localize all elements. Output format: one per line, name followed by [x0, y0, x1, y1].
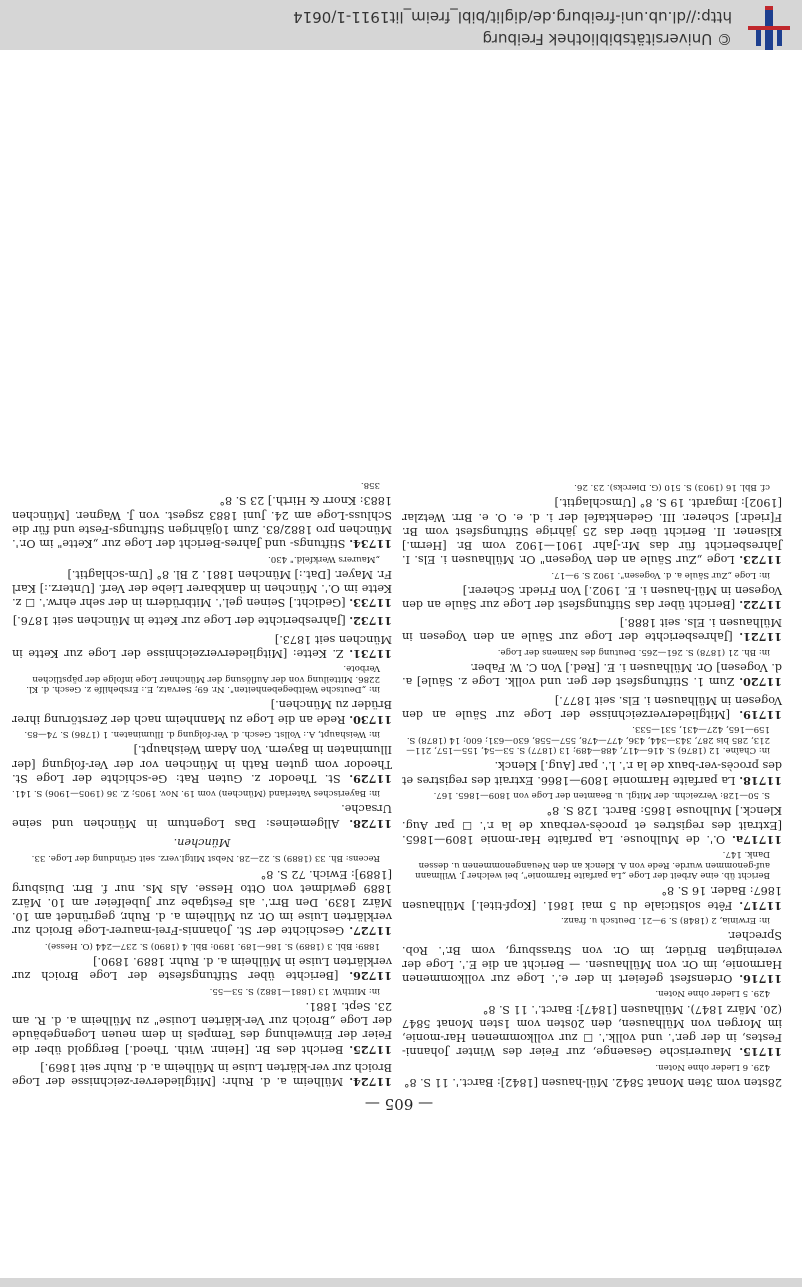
entry-note: in: „Deutsche Weltbegebenheiten". Nr. 69; Servatz, E.: Ersbehilfe z. Gesch. d. Kl. 2286. Mitteilung von der Auflösung der Münchner Loge infolge der päpstlichen Verbote. — [26, 663, 380, 695]
entry-note: in: Weishaupt, A.: Vollst. Gesch. d. Ver-folgung d. Illuminaten. 1 (1786) S. 74—85. — [24, 729, 380, 740]
entry-note: in: Bayerisches Vaterland (München) vom 19. Nov. 1905; Z. 36 (1905—1906) S. 141. — [12, 788, 380, 799]
entry-note: in: Chaîne. 12 (1876) S. 416—417, 488—489; 13 (1877) S. 53—54, 155—157, 211—213, 285 bis 287, 343—344, 436, 477—478, 557—558, 630—631; 600; 14 (1878) S. 159—165, 427—431, 531—533. — [406, 724, 770, 756]
entry-text: Bericht des Br. [Heinr. With. Theod.] Berggold über die Feier der Einweihung des Tempels in dem neuen Logengebäude der Loge „Broich zur Ver-klärten Louise" zu Mülheim a. d. R. am 23. Sept. 1881. — [12, 999, 392, 1056]
page-number: — 605 — — [364, 1095, 434, 1113]
bibliography-entry — [402, 583, 782, 612]
entry-number: 11716. — [739, 971, 782, 986]
entry-number: 11727. — [349, 924, 392, 939]
entry-number: 11719. — [739, 707, 782, 722]
bibliography-entry — [12, 567, 392, 611]
entry-note: Bericht üb. eine Arbeit der Loge „La parfaite Harmonie", bei welcher J. Willmann auf-genommen wurde. Rede von A. Klenck an den Neuangenommenen u. dessen Dank. 147. — [415, 849, 770, 881]
entry-text: Mülheim a. d. Ruhr: [Mitgliederver-zeichnisse der Loge Broich zur ver-klärten Luise in Mülheim a. d. Ruhr seit 1869.] — [11, 1060, 392, 1088]
entry-number: 11726. — [349, 969, 392, 984]
entry-text: O.'. de Mulhouse. La parfaite Har-monie 1809—1865. [Extrait des registres et procès-verbaux de la r.'. ☐ par Aug. Klenck.] Mulhouse 1865: Barct. 128 S. 8° — [402, 804, 782, 846]
entry-text: [Mitgliederverzeichnisse der Loge zur Säule an den Vogesen in Mülhausen i. Els. seit 1877.] — [402, 693, 782, 721]
entry-text: Allgemeines: Das Logentum in München und seine Ursache. — [12, 802, 392, 830]
banner-copyright: © Universitätsbibliothek Freiburg — [482, 30, 732, 48]
entry-number: 11722. — [739, 598, 782, 613]
entry-number: 11721. — [739, 630, 782, 645]
entry-number: 11717a. — [731, 832, 782, 847]
entry-note: „Maurers Werkfeld." 430. — [268, 553, 380, 564]
entry-number: 11718. — [739, 773, 782, 788]
bottom-strip — [0, 1278, 802, 1287]
entry-text: Stiftungs- und Jahres-Bericht der Loge zur „Kette" im Or.'. München pro 1882/83. Zum 10jährigen Stiftungs-Feste und für die Schluss-Loge am 24. Juni 1883 zsgest. von J. Wagner. [München 1883: Knorr & Hirth.] 23 S. 8° — [12, 494, 392, 551]
bibliography-entry — [12, 493, 392, 551]
entry-text: Rede an die Loge zu Mannheim nach der Zerstörung ihrer Brüder zu München.] — [12, 698, 392, 726]
bibliography-entry — [402, 1001, 782, 1059]
entry-number: 11733. — [349, 596, 392, 611]
bibliography-entry — [12, 801, 392, 830]
entry-note: Recens: Bh. 33 (1889) S. 22—28. Nebst Mitgl.verz. seit Gründung der Loge. 33. — [31, 853, 380, 864]
bibliography-entry — [402, 615, 782, 644]
entry-text: [Jahresberichte der Loge zur Säule an den Vogesen in Mülhausen i. Els. seit 1888.] — [402, 616, 782, 644]
entry-text: [Gedicht.] Seinen gel.'. Mitbrüdern in der sehr ehrw.'. ☐ z. Kette im O.'. München in dankbarer Liebe der Verf. [Unterz.:] Karl Fr. Mayer. [Dat.:] München 1881. 2 Bl. 8° [Um-schlagtit.] — [12, 567, 392, 610]
library-banner — [0, 0, 802, 50]
entry-note: cf. Bbl. 16 (1903) S. 510 (G. Diercks). 23. 26. — [574, 482, 770, 493]
entry-number: 11715. — [739, 1045, 782, 1060]
entry-number: 11723. — [739, 553, 782, 568]
entry-number: 11730. — [349, 712, 392, 727]
entry-number: 11720. — [739, 675, 782, 690]
bibliography-entry — [12, 631, 392, 660]
entry-note: 1889: Bbl. 3 (1889) S. 186—189. 1890: Bbl. 4 (1890) S. 237—244 (O. Hesse). — [44, 940, 380, 951]
banner-url[interactable]: http://dl.ub.uni-freiburg.de/diglit/bibl_freim_lit1911-1/0614 — [293, 8, 732, 26]
bibliography-entry — [12, 742, 392, 786]
bibliography-entry — [12, 1060, 392, 1089]
bibliography-entry — [402, 758, 782, 787]
entry-note: 429. 6 Lieder ohne Noten. — [655, 1061, 770, 1072]
entry-note: in: Loge „Zur Säule a. d. Vogesen". 1902 S. 9—17. — [551, 569, 770, 580]
entry-number: 11725. — [349, 1042, 392, 1057]
entry-number: 11734. — [349, 537, 392, 552]
bibliography-entry — [402, 495, 782, 567]
entry-text: Z. Kette: [Mitgliederverzeichnisse der Loge zur Kette in München seit 1873.] — [12, 632, 392, 660]
entry-text: [Berichte über Stiftungsfeste der Loge Broich zur verklärten Luise in Mülheim a. d. Ruhr. 1889. 1890.] — [11, 955, 392, 983]
entry-note: 358. — [360, 480, 380, 491]
university-logo-icon — [748, 6, 790, 50]
section-heading: München. — [173, 835, 231, 849]
entry-number: 11724. — [349, 1075, 392, 1089]
entry-text: Ordensfest gefeiert in der e.'. Loge zur vollkommenen Harmonie, im Or. von Mülhausen. — Bericht an die E.'. Loge der vereinigten Brüder, im Or. von Strassburg, vom Br.'. Rob. Sprecher. — [402, 929, 782, 985]
entry-number: 11728. — [349, 816, 392, 831]
left-column — [402, 480, 782, 1089]
entry-number: 11732. — [349, 614, 392, 629]
entry-note: in: Erwinia, 2 (1848) S. 9—21. Deutsch u. franz. — [561, 915, 770, 926]
entry-text: 28sten vom 3ten Monat 5842. Mül-hausen [1842]: Barct.'. 11 S. 8° — [403, 1076, 782, 1089]
bibliography-entry — [12, 866, 392, 938]
entry-text: Zum 1. Stiftungsfest der ger. und vollk. Loge z. Säule] a. d. Vogesen] Or. Mülhausen i. E. [Red.] Von C. W. Faber. — [402, 661, 782, 689]
bibliography-entry — [402, 803, 782, 847]
bibliography-entry — [402, 692, 782, 721]
bibliography-entry — [402, 928, 782, 986]
entry-text: Geschichte der St. Johannis-Frei-maurer-Loge Broich zur verklärten Luise im Or. zu Mülheim a. d. Ruhr, gegründet am 10. März 1839. Den Brr.'. als Festgabe zur Jubelfeier am 10. März 1889 gewidmet von Otto Hesse. Als Ms. nur f. Brr. Duisburg [1889]: Ewich. 72 S. 8° — [12, 867, 392, 938]
bibliography-entry — [402, 883, 782, 912]
bibliography-entry — [12, 613, 392, 628]
entry-number: 11717. — [739, 898, 782, 913]
entry-number: 11729. — [349, 771, 392, 786]
entry-note: in: MitthW. 13 (1881—1882) S. 53—55. — [209, 985, 380, 996]
entry-text: [Bericht über das Stiftungsfest der Loge zur Säule an den Vogesen in Mül-hausen i. E. 1902.] Von Friedr. Scherer.] — [401, 583, 782, 612]
entry-text: [Jahresberichte der Loge zur Kette in München seit 1876.] — [12, 614, 346, 628]
entry-number: 11731. — [349, 646, 392, 661]
entry-note: S. 50—128: Verzeichn. der Mitgl. u. Beamten der Loge von 1809—1865. 167. — [433, 790, 770, 801]
entry-note: in: Bh. 21 (1878) S. 261—265. Deutung des Namens der Loge. — [497, 646, 770, 657]
entry-text: St. Theodor z. Guten Rat: Ge-schichte der Loge St. Theodor vom guten Rath in München vor der Ver-folgung [der Illuminaten in Bayern. Von Adam Weishaupt.] — [12, 743, 392, 785]
entry-text: Fête solsticiale du 5 mai 1861. [Kopf-titel.] Mülhausen 1867: Bader. 16 S. 8° — [402, 884, 782, 912]
entry-text: Maurerische Gesaenge, zur Feier des Winter Johanni-Festes, in der ger.'. und vollk.'. ☐ zur vollkommenen Har-monie, im Morgen von Mülhausen, den 20sten vom 1sten Monat 5847 (20. März 1847). Mülhausen [1847]: Barct.'. 11 S. 8° — [401, 1002, 782, 1059]
bibliography-entry — [402, 1075, 782, 1089]
bibliography-entry — [12, 954, 392, 983]
bibliography-entry — [402, 660, 782, 689]
entry-text: La parfaite Harmonie 1809—1866. Extrait des registres et des procès-ver-baux de la r.'. l.'. par [Aug.] Klenck. — [402, 759, 782, 787]
right-column — [12, 478, 392, 1089]
bibliography-entry — [12, 999, 392, 1057]
entry-text: Loge „Zur Säule an den Vogesen" Or. Mülhausen i. Els. I. Jahresbericht für das Mr.-Jahr 1901—1902 vom Br. [Herm.] Kilsener. II. Bericht über das 25 jährige Stiftungsfest vom Br. F[riedr.] Scherer. III. Gedenktafel der i. d. e. O. e. Brr. Wetzlar [1902]: Imgardt. 19 S. 8° [Umschlagtit.] — [402, 496, 782, 567]
bibliography-entry — [12, 697, 392, 726]
entry-note: 429. 5 Lieder ohne Noten. — [655, 988, 770, 999]
